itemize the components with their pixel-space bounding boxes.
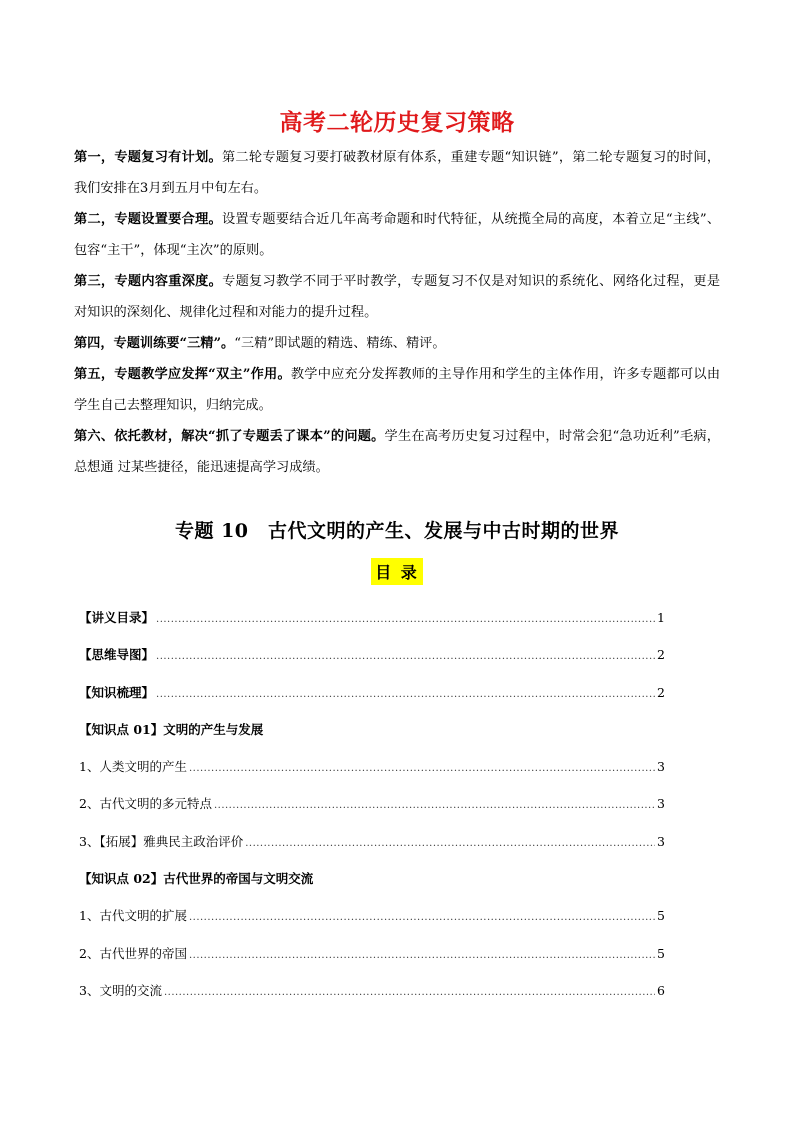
toc-page-number: 2 xyxy=(657,647,665,663)
strategy-paragraph-3 xyxy=(74,266,720,328)
strategy-lead: 第五，专题教学应发挥“双主”作用。 xyxy=(74,367,291,382)
strategy-lead: 第二，专题设置要合理。 xyxy=(74,212,222,227)
strategy-text: 第二轮专题复习要打破教材原有体系，重建专题“知识链”，第二轮专题复习的时间，我们安排在3月到五月中旬左右。 xyxy=(74,150,721,196)
strategy-paragraph-1 xyxy=(74,142,720,204)
strategy-text: 专题复习教学不同于平时教学，专题复习不仅是对知识的系统化、网络化过程，更是对知识的深刻化、规律化过程和对能力的提升过程。 xyxy=(74,274,721,320)
toc-page-number: 3 xyxy=(657,833,665,849)
toc-entry[interactable] xyxy=(79,827,665,864)
strategy-text: 学生在高考历史复习过程中，时常会犯“急功近利”毛病，总想通 过某些捷径，能迅速提高学习成绩。 xyxy=(74,429,720,475)
toc-page-number: 3 xyxy=(657,796,665,812)
toc-leader-dots xyxy=(189,754,655,784)
toc-entry-label: 3、文明的交流 xyxy=(79,982,162,998)
toc-title: 目 录 xyxy=(371,558,423,585)
toc-section-heading[interactable]: 【知识点 02】古代世界的帝国与文明交流 xyxy=(79,871,314,887)
toc-page-number: 1 xyxy=(657,610,665,625)
strategy-lead: 第三，专题内容重深度。 xyxy=(74,274,223,289)
toc-entry[interactable] xyxy=(79,789,665,826)
toc-entry[interactable] xyxy=(79,901,665,938)
toc-leader-dots xyxy=(214,791,655,821)
toc-leader-dots xyxy=(156,605,655,635)
toc-entry-label: 2、古代文明的多元特点 xyxy=(79,796,212,812)
toc-entry-label: 1、人类文明的产生 xyxy=(79,759,187,775)
toc-entry[interactable] xyxy=(79,752,665,789)
toc-leader-dots xyxy=(189,903,655,933)
toc-leader-dots xyxy=(156,642,655,672)
toc-page-number: 2 xyxy=(657,684,665,700)
toc-section-heading[interactable]: 【知识点 01】文明的产生与发展 xyxy=(79,721,264,737)
toc-entry-label: 【知识梳理】 xyxy=(79,684,155,700)
toc-entry-label: 3、【拓展】雅典民主政治评价 xyxy=(79,833,244,849)
toc-entry-label: 【讲义目录】 xyxy=(79,610,155,625)
toc-page-number: 3 xyxy=(657,759,665,775)
strategy-text: 教学中应充分发挥教师的主导作用和学生的主体作用，许多专题都可以由学生自己去整理知识，归纳完成。 xyxy=(74,367,721,413)
toc-entry-label: 1、古代文明的扩展 xyxy=(79,908,187,924)
strategy-lead: 第四，专题训练要“三精”。 xyxy=(74,336,235,351)
strategy-section xyxy=(74,142,720,483)
strategy-text: 设置专题要结合近几年高考命题和时代特征，从统揽全局的高度，本着立足“主线”、包容“主干”，体现“主次”的原则。 xyxy=(74,212,721,258)
strategy-lead: 第六、依托教材，解决“抓了专题丢了课本”的问题。 xyxy=(74,429,385,444)
toc-entry[interactable] xyxy=(79,678,665,715)
strategy-paragraph-2 xyxy=(74,204,720,266)
table-of-contents xyxy=(79,603,665,1013)
toc-leader-dots xyxy=(156,680,655,710)
strategy-lead: 第一，专题复习有计划。 xyxy=(74,150,222,165)
toc-entry-label: 2、古代世界的帝国 xyxy=(79,945,187,961)
toc-entry[interactable] xyxy=(79,939,665,976)
strategy-paragraph-6 xyxy=(74,421,720,483)
toc-page-number: 5 xyxy=(657,945,665,961)
strategy-paragraph-5 xyxy=(74,359,720,421)
document-title: 高考二轮历史复习策略 xyxy=(279,110,515,136)
toc-leader-dots xyxy=(189,941,655,971)
topic-title: 专题 10 古代文明的产生、发展与中古时期的世界 xyxy=(174,520,620,542)
toc-leader-dots xyxy=(164,978,655,1008)
strategy-text: “三精”即试题的精选、精练、精评。 xyxy=(234,336,446,351)
toc-entry[interactable] xyxy=(79,976,665,1013)
toc-entry-label: 【思维导图】 xyxy=(79,647,155,663)
toc-page-number: 6 xyxy=(657,982,665,998)
strategy-paragraph-4 xyxy=(74,328,720,359)
toc-entry[interactable] xyxy=(79,603,665,640)
toc-page-number: 5 xyxy=(657,908,665,924)
toc-leader-dots xyxy=(245,829,655,859)
toc-entry[interactable] xyxy=(79,640,665,677)
